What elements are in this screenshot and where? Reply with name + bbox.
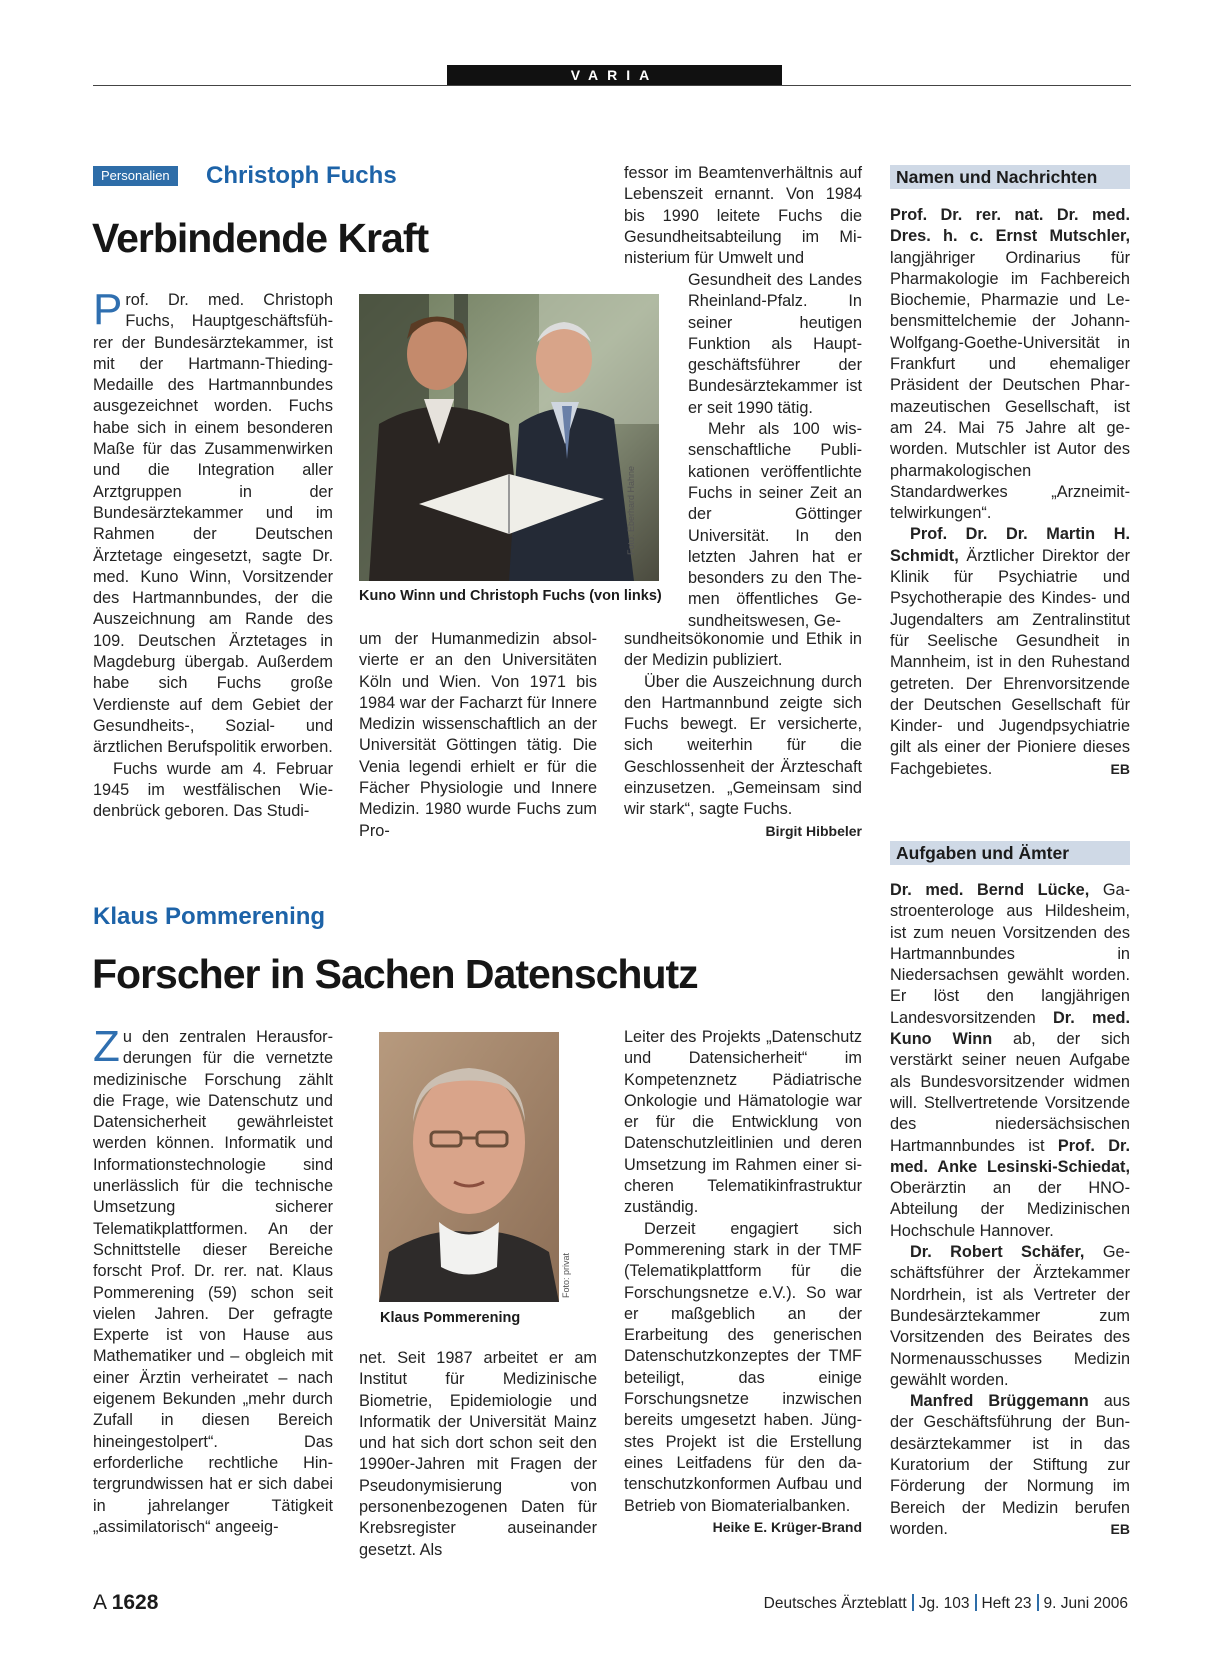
page-prefix: A (93, 1591, 106, 1614)
footer-separator (1037, 1594, 1039, 1611)
article2-column-1 (93, 1022, 333, 1538)
article1-headline: Verbindende Kraft (92, 215, 429, 261)
article2-col2-text: net. Seit 1987 arbeitet er am Institut für Medizinische Biometrie, Epidemiologie und Informatik der Universität Mainz und hat sich dort schon seit den 1990er-Jahren mit Fragen der Pseudonymisierung von personenbezogenen Daten für Krebsregister auseinander gesetzt. Als (359, 1349, 597, 1559)
sidebar-tag-eb-1: EB (1110, 760, 1130, 777)
sidebar-name-luecke: Dr. med. Bernd Lücke, (890, 881, 1090, 899)
sidebar-name-schmidt: Prof. Dr. Dr. Martin H. Schmidt, (890, 525, 1130, 565)
photo-pommerening (379, 1032, 559, 1302)
article1-column-3-narrow (688, 270, 862, 632)
article2-column-3 (624, 1027, 862, 1538)
journal-issue: Heft 23 (981, 1595, 1032, 1612)
author-birgit-hibbeler: Birgit Hibbeler (765, 822, 862, 839)
sidebar-text-brueggemann: aus der Geschäftsführung der Bundesärztekammer ist in das Kuratorium der Stiftung zur Förderung der Normung im Bereich der Medizin berufen worden. (890, 1392, 1130, 1538)
journal-date: 9. Juni 2006 (1043, 1595, 1128, 1612)
sidebar-box-namen (890, 205, 1130, 780)
section-label: VARIA (447, 65, 782, 86)
article1-kicker: Christoph Fuchs (206, 162, 397, 189)
article1-column-3-top (624, 163, 862, 269)
sidebar-text-luecke-b: ab, der sich verstärkt seiner neuen Aufgabe als Bundesvorsitzender widmen will. Stellvertretende Vorsitzende des niedersächsischen Hartmannbundes ist (890, 1030, 1130, 1155)
sidebar-name-winn: Dr. med. Kuno Winn (890, 1008, 1130, 1049)
header-rule (93, 85, 1131, 86)
sidebar-text-schmidt: Ärztlicher Direktor der Klinik für Psychiatrie und Psychotherapie des Kindes- und Jugendalters am Zentralinstitut für Seelische Gesundheit in Mannheim, ist in den Ruhestand getreten. Der Ehrenvorsitzende der Deutschen Gesellschaft für Kinder- und Jugendpsychiatrie gilt als einer der Pioniere dieses Fachgebietes. (890, 546, 1130, 778)
journal-info (764, 1594, 1128, 1614)
article1-col3-top-text: fessor im Beamtenverhältnis auf Lebenszeit ernannt. Von 1984 bis 1990 leitete Fuchs die Gesundheitsabteilung im Ministerium für Umwelt und (624, 164, 862, 268)
sidebar-name-lesinski: Prof. Dr. med. Anke Lesinski-Schiedat, (890, 1136, 1130, 1176)
article1-col3-narrow-p2: Mehr als 100 wissenschaftliche Publikationen veröffentlichte Fuchs in seiner Zeit an der Göttinger Universität. In den letzten Jahren hat er besonders zu den Themen öffentliches Gesundheitswesen, Ge- (688, 420, 862, 630)
article2-col3-p1: Leiter des Projekts „Datenschutz und Datensicherheit“ im Kompetenznetz Pädiatrische Onkologie und Hämatologie war er für die Entwicklung von Datenschutzleitlinien und deren Umsetzung im Rahmen einer sicheren Telematikinfrastruktur zuständig. (624, 1028, 862, 1217)
sidebar-text-luecke-c: Oberärztin an der HNO-Abteilung der Medizinischen Hochschule Hannover. (890, 1179, 1130, 1240)
article1-col1-p2: Fuchs wurde am 4. Februar 1945 im westfälischen Wiedenbrück geboren. Das Studi- (93, 759, 333, 821)
journal-name: Deutsches Ärzteblatt (763, 1595, 907, 1612)
article1-col3-bottom-p2: Über die Auszeichnung durch den Hartmannbund zeigte sich Fuchs bewegt. Er versicherte, sich weiterhin für die Geschlossenheit der Ärzteschaft einzusetzen. „Gemeinsam sind wir stark“, sagte Fuchs. (624, 672, 862, 819)
sidebar-heading-aufgaben: Aufgaben und Ämter (890, 841, 1130, 865)
article1-col3-narrow-p1: Gesundheit des Landes Rheinland-Pfalz. In seiner heutigen Funktion als Hauptgeschäftsführer der Bundesärztekammer ist er seit 1990 tätig. (688, 271, 862, 417)
article2-col1-p1: u den zentralen Herausforderungen für die vernetzte medizinische Forschung zählt die Frage, wie Datenschutz und Datensicherheit gewährleistet werden können. Informatik und Informationstechnologie sind unerlässlich für die technische Umsetzung sicherer Telematikplattformen. An der Schnittstelle dieser Bereiche forscht Prof. Dr. rer. nat. Klaus Pommerening (59) schon seit vielen Jahren. Der gefragte Experte ist von Hause aus Mathematiker und – obgleich mit einer Ärztin verheiratet – nach eigenem Bekunden „mehr durch Zufall in diesen Bereich hineingestolpert“. Das erforderliche rechtliche Hintergrundwissen hat er sich dabei in jahrelanger Tätigkeit „assimilatorisch“ angeeig- (93, 1028, 333, 1536)
article1-col3-bottom-p1: sundheitsökonomie und Ethik in der Medizin publiziert. (624, 630, 862, 670)
article1-col2-text: um der Humanmedizin absolvierte er an den Universitäten Köln und Wien. Von 1971 bis 1984 war der Facharzt für Innere Medizin wissenschaftlich an der Universität Göttingen tätig. Die Venia legendi erhielt er für die Fächer Physiologie und Innere Medizin. 1980 wurde Fuchs zum Pro- (359, 630, 597, 840)
dropcap-p: P (93, 285, 123, 334)
article1-column-2 (359, 629, 597, 842)
sidebar-name-schaefer: Dr. Robert Schäfer, (910, 1243, 1085, 1262)
journal-volume: Jg. 103 (918, 1595, 970, 1612)
sidebar-name-brueggemann: Manfred Brüggemann (910, 1392, 1089, 1411)
photo2-caption: Klaus Pommerening (380, 1310, 521, 1326)
article1-column-1 (93, 285, 333, 822)
article2-kicker: Klaus Pommerening (93, 903, 326, 930)
sidebar-heading-namen: Namen und Nachrichten (890, 165, 1130, 189)
photo1-caption: Kuno Winn und Christoph Fuchs (von links) (359, 588, 662, 604)
personalien-badge: Personalien (93, 166, 178, 186)
article2-col3-p2: Derzeit engagiert sich Pommerening stark in der TMF (Telematikplattform für die Forschungsnetze e.V.). So war er maßgeblich an der Erarbeitung des generischen Datenschutzkonzeptes der TMF beteiligt, das einige Forschungsnetze inzwischen bereits umgesetzt haben. Jüngstes Projekt ist die Erstellung eines Leitfadens für den datenschutzkonformen Aufbau und Betrieb von Biomaterialbanken. (624, 1219, 862, 1515)
photo-winn-fuchs (359, 294, 659, 581)
sidebar-text-luecke-a: Gastroenterologe aus Hildesheim, ist zum neuen Vorsitzenden des Hartmannbundes in Niedersachsen gewählt worden. Er löst den langjährigen Landesvorsitzenden (890, 881, 1130, 1027)
footer-separator (975, 1594, 977, 1611)
dropcap-z: Z (93, 1022, 120, 1071)
article2-headline: Forscher in Sachen Datenschutz (92, 951, 698, 997)
sidebar-name-mutschler: Prof. Dr. rer. nat. Dr. med. Dres. h. c. Ernst Mutschler, (890, 206, 1130, 246)
sidebar-tag-eb-2: EB (1110, 1520, 1130, 1537)
sidebar-text-mutschler: langjähriger Ordinarius für Pharmakologie im Fachbereich Biochemie, Pharmazie und Lebensmittelchemie der Johann-Wolfgang-Goethe-Universität in Frankfurt und ehemaliger Präsident der Deutschen Pharmazeutischen Gesellschaft, ist am 24. Mai 75 Jahre alt geworden. Mutschler ist Autor des pharmakologischen Standardwerkes „Arzneimittelwirkungen“. (890, 248, 1130, 523)
author-heike-krueger-brand: Heike E. Krüger-Brand (712, 1518, 862, 1535)
page-number (93, 1590, 158, 1616)
sidebar-box-aufgaben (890, 880, 1130, 1540)
page-number-value: 1628 (111, 1591, 159, 1614)
sidebar-text-schaefer: Geschäftsführer der Ärztekammer Nordrhein, ist als Vertreter der Bundesärztekammer zum Vorsitzenden des Beirates des Normenausschusses Medizin gewählt worden. (890, 1243, 1131, 1389)
article1-column-3-bottom (624, 629, 862, 842)
photo1-credit: Foto: Eberhard Hahne (626, 465, 636, 555)
footer-separator (912, 1594, 914, 1611)
article1-col1-p1: rof. Dr. med. Christoph Fuchs, Hauptgeschäftsführer der Bundesärztekammer, ist mit der Hartmann-Thieding-Medaille des Hartmannbundes ausgezeichnet worden. Fuchs habe sich in einem besonderen Maße für das Zusammenwirken und die Integration aller Arztgruppen in der Bundesärztekammer und im Rahmen der Deutschen Ärztetage eingesetzt, sagte Dr. med. Kuno Winn, Vorsitzender des Hartmannbundes, der die Auszeichnung am Rande des 109. Deutschen Ärztetages in Magdeburg übergab. Außerdem habe sich Fuchs große Verdienste auf dem Gebiet der Gesundheits-, Sozial- und ärztlichen Berufspolitik erworben. (93, 291, 333, 757)
photo2-credit: Foto: privat (561, 1252, 571, 1298)
article2-column-2 (359, 1348, 597, 1561)
